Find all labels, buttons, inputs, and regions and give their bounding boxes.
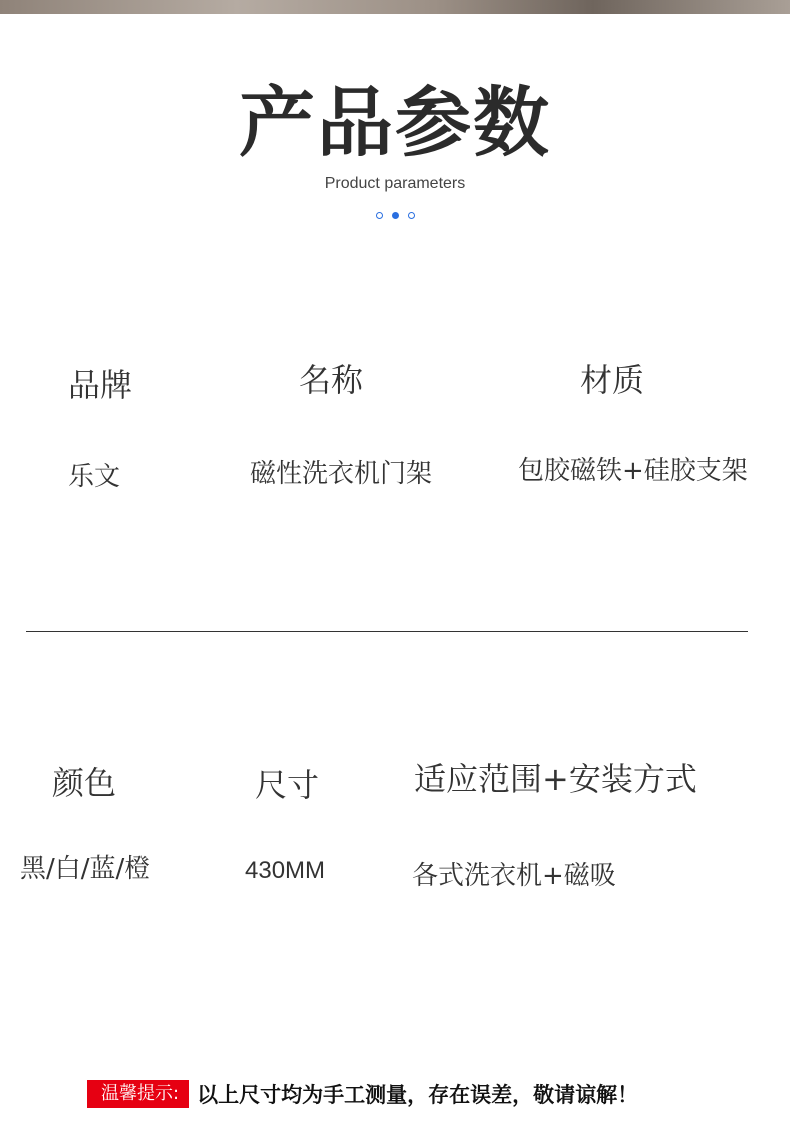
scope-label: 适应范围+安装方式 [414,760,697,798]
section-divider [26,631,748,632]
scope-value: 各式洗衣机+磁吸 [412,861,616,891]
size-label: 尺寸 [255,766,320,804]
warm-tip [87,1079,638,1109]
material-value: 包胶磁铁+硅胶支架 [518,456,748,486]
name-label: 名称 [299,361,364,399]
page-subtitle: Product parameters [324,175,466,192]
color-value: 黑/白/蓝/橙 [20,854,151,884]
dot-indicator-active [392,212,399,219]
pagination-dots [0,212,790,219]
warm-tip-text: 以上尺寸均为手工测量，存在误差，敬请谅解！ [197,1083,639,1107]
dot-indicator [408,212,415,219]
material-label: 材质 [580,361,645,399]
color-label: 颜色 [52,764,117,802]
dot-indicator [376,212,383,219]
brand-value: 乐文 [68,462,121,492]
size-value: 430MM [245,857,326,884]
page-title: 产品参数 [239,78,551,167]
top-product-photo-strip [0,0,790,14]
name-value: 磁性洗衣机门架 [250,459,433,489]
warm-tip-tag: 温馨提示: [87,1080,189,1108]
brand-label: 品牌 [68,366,133,404]
